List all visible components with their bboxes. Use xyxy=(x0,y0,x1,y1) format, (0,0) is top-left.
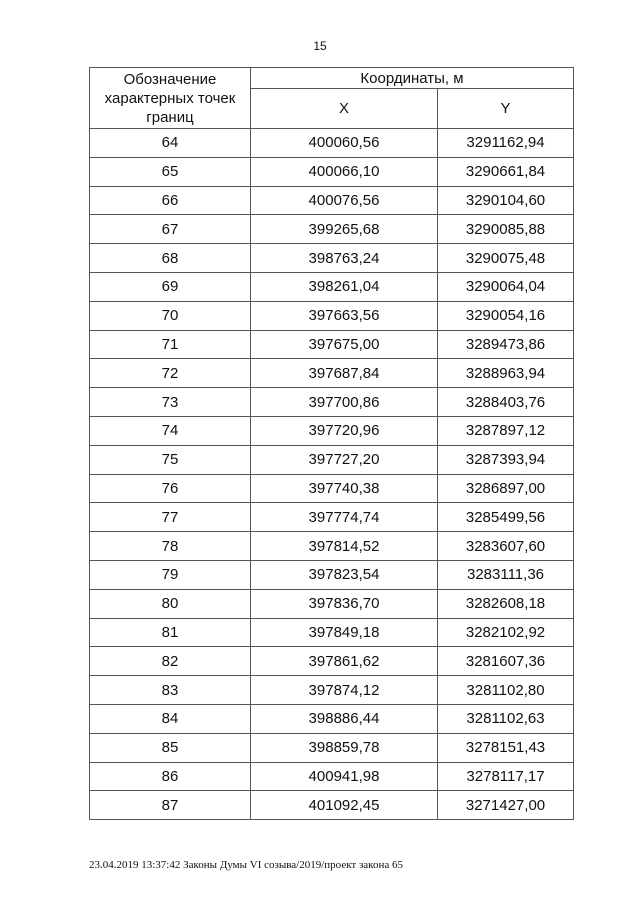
cell-x: 400060,56 xyxy=(251,129,438,158)
cell-x: 398886,44 xyxy=(251,704,438,733)
cell-x: 397836,70 xyxy=(251,589,438,618)
cell-y: 3290054,16 xyxy=(438,301,574,330)
cell-point: 70 xyxy=(90,301,251,330)
table-row xyxy=(90,560,574,589)
cell-x: 397849,18 xyxy=(251,618,438,647)
cell-y: 3283111,36 xyxy=(438,560,574,589)
cell-point: 75 xyxy=(90,445,251,474)
cell-x: 397675,00 xyxy=(251,330,438,359)
cell-point: 87 xyxy=(90,791,251,820)
cell-point: 83 xyxy=(90,676,251,705)
cell-x: 397823,54 xyxy=(251,560,438,589)
header-x: X xyxy=(251,89,438,129)
table-row xyxy=(90,272,574,301)
table-row xyxy=(90,474,574,503)
cell-point: 85 xyxy=(90,733,251,762)
table-row xyxy=(90,301,574,330)
cell-x: 398859,78 xyxy=(251,733,438,762)
cell-point: 74 xyxy=(90,416,251,445)
cell-x: 397861,62 xyxy=(251,647,438,676)
cell-point: 73 xyxy=(90,388,251,417)
cell-point: 72 xyxy=(90,359,251,388)
cell-point: 66 xyxy=(90,186,251,215)
cell-point: 64 xyxy=(90,129,251,158)
coordinates-table xyxy=(89,67,574,820)
table-row xyxy=(90,186,574,215)
cell-x: 400076,56 xyxy=(251,186,438,215)
table-row xyxy=(90,244,574,273)
cell-point: 68 xyxy=(90,244,251,273)
cell-point: 67 xyxy=(90,215,251,244)
cell-point: 81 xyxy=(90,618,251,647)
table-row xyxy=(90,589,574,618)
table-row xyxy=(90,388,574,417)
header-y: Y xyxy=(438,89,574,129)
cell-point: 84 xyxy=(90,704,251,733)
cell-x: 400066,10 xyxy=(251,157,438,186)
table-body xyxy=(90,129,574,820)
cell-x: 398261,04 xyxy=(251,272,438,301)
cell-y: 3288963,94 xyxy=(438,359,574,388)
cell-point: 65 xyxy=(90,157,251,186)
table-row xyxy=(90,532,574,561)
cell-x: 397774,74 xyxy=(251,503,438,532)
table-row xyxy=(90,704,574,733)
cell-y: 3281102,63 xyxy=(438,704,574,733)
cell-y: 3282608,18 xyxy=(438,589,574,618)
cell-y: 3290064,04 xyxy=(438,272,574,301)
table-row xyxy=(90,733,574,762)
cell-y: 3290661,84 xyxy=(438,157,574,186)
cell-point: 77 xyxy=(90,503,251,532)
cell-x: 400941,98 xyxy=(251,762,438,791)
cell-y: 3290104,60 xyxy=(438,186,574,215)
cell-y: 3289473,86 xyxy=(438,330,574,359)
table-row xyxy=(90,762,574,791)
cell-y: 3281102,80 xyxy=(438,676,574,705)
cell-y: 3282102,92 xyxy=(438,618,574,647)
cell-point: 78 xyxy=(90,532,251,561)
cell-x: 397687,84 xyxy=(251,359,438,388)
cell-x: 397874,12 xyxy=(251,676,438,705)
page-number: 15 xyxy=(313,39,327,53)
cell-y: 3283607,60 xyxy=(438,532,574,561)
cell-y: 3271427,00 xyxy=(438,791,574,820)
cell-point: 76 xyxy=(90,474,251,503)
table-row xyxy=(90,157,574,186)
cell-x: 397720,96 xyxy=(251,416,438,445)
cell-y: 3291162,94 xyxy=(438,129,574,158)
table-row xyxy=(90,676,574,705)
cell-x: 397740,38 xyxy=(251,474,438,503)
cell-point: 69 xyxy=(90,272,251,301)
table-row xyxy=(90,445,574,474)
table-row xyxy=(90,503,574,532)
header-coordinates: Координаты, м xyxy=(251,68,574,89)
table-row xyxy=(90,359,574,388)
table-row xyxy=(90,330,574,359)
cell-y: 3290075,48 xyxy=(438,244,574,273)
table-row xyxy=(90,791,574,820)
cell-x: 399265,68 xyxy=(251,215,438,244)
cell-x: 398763,24 xyxy=(251,244,438,273)
cell-y: 3288403,76 xyxy=(438,388,574,417)
table-row xyxy=(90,416,574,445)
cell-x: 397700,86 xyxy=(251,388,438,417)
cell-y: 3286897,00 xyxy=(438,474,574,503)
cell-x: 397727,20 xyxy=(251,445,438,474)
cell-y: 3278117,17 xyxy=(438,762,574,791)
table-row xyxy=(90,647,574,676)
header-point-designation: Обозначение характерных точек границ xyxy=(90,68,251,129)
cell-point: 71 xyxy=(90,330,251,359)
cell-point: 79 xyxy=(90,560,251,589)
cell-point: 86 xyxy=(90,762,251,791)
cell-y: 3290085,88 xyxy=(438,215,574,244)
cell-x: 397663,56 xyxy=(251,301,438,330)
cell-y: 3281607,36 xyxy=(438,647,574,676)
cell-y: 3287393,94 xyxy=(438,445,574,474)
footer-stamp: 23.04.2019 13:37:42 Законы Думы VI созыва/2019/проект закона 65 xyxy=(89,859,403,871)
cell-y: 3278151,43 xyxy=(438,733,574,762)
table-row xyxy=(90,129,574,158)
cell-point: 82 xyxy=(90,647,251,676)
cell-x: 401092,45 xyxy=(251,791,438,820)
cell-x: 397814,52 xyxy=(251,532,438,561)
table-row xyxy=(90,618,574,647)
cell-y: 3287897,12 xyxy=(438,416,574,445)
cell-point: 80 xyxy=(90,589,251,618)
cell-y: 3285499,56 xyxy=(438,503,574,532)
table-row xyxy=(90,215,574,244)
